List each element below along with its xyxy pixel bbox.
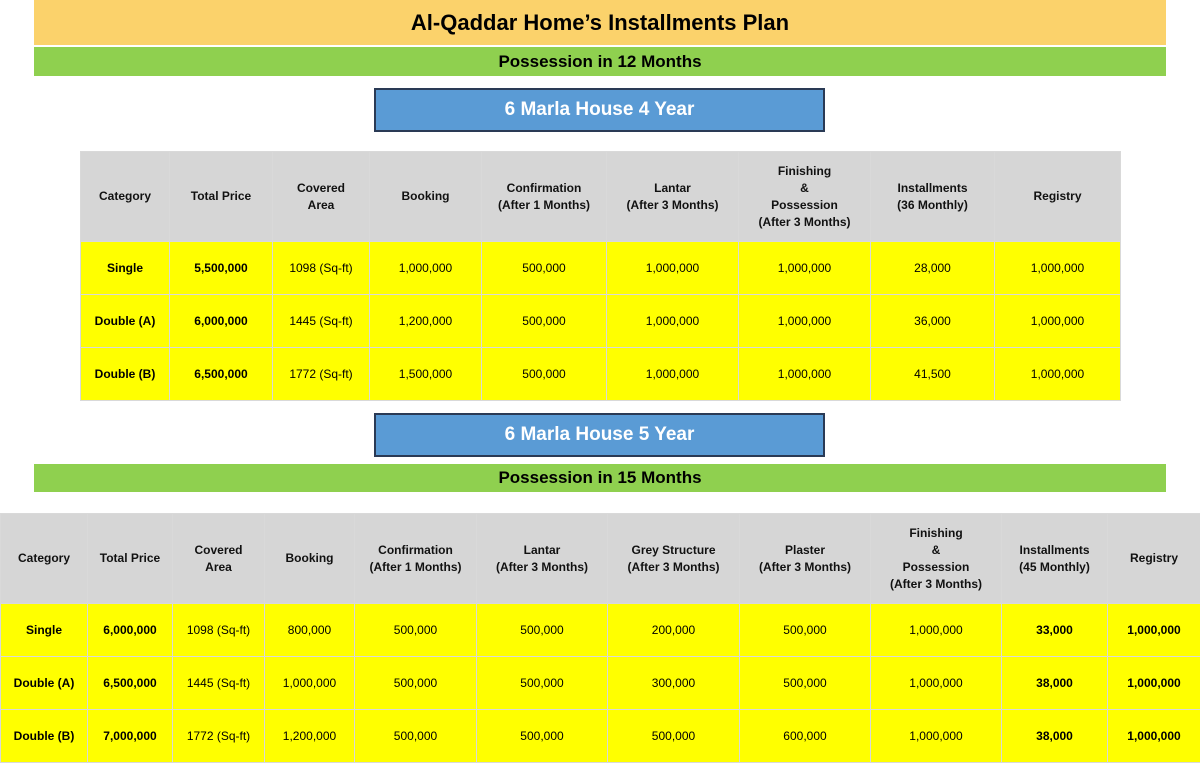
column-header-line: Lantar xyxy=(654,180,691,195)
column-header xyxy=(355,514,477,604)
column-header-line: & xyxy=(800,180,809,195)
table-cell: 6,000,000 xyxy=(88,604,173,657)
table-cell: 1,000,000 xyxy=(1108,710,1200,763)
column-header-line: Registry xyxy=(1033,189,1082,203)
column-header xyxy=(739,152,871,242)
table-cell: 1,000,000 xyxy=(607,348,739,401)
column-header-line: Covered xyxy=(194,542,243,557)
table-cell: 1,000,000 xyxy=(607,295,739,348)
table-cell: Single xyxy=(81,242,170,295)
table-cell: 1,000,000 xyxy=(265,657,355,710)
table-cell: 33,000 xyxy=(1002,604,1108,657)
table-cell: 500,000 xyxy=(608,710,740,763)
column-header xyxy=(871,152,995,242)
column-header xyxy=(173,514,265,604)
column-header-line: (After 3 Months) xyxy=(890,576,982,591)
table-cell: Single xyxy=(1,604,88,657)
column-header xyxy=(995,152,1121,242)
column-header-line: Possession xyxy=(771,197,838,212)
table-cell: 1,000,000 xyxy=(739,348,871,401)
table-cell: 500,000 xyxy=(355,710,477,763)
column-header-line: Registry xyxy=(1129,551,1179,565)
column-header-line: Possession xyxy=(902,559,970,574)
table-cell: Double (B) xyxy=(1,710,88,763)
table-cell: 500,000 xyxy=(482,295,607,348)
column-header-line: (45 Monthly) xyxy=(1019,559,1090,574)
column-header-line: Finishing xyxy=(909,525,963,540)
table-cell: 1,000,000 xyxy=(995,242,1121,295)
table-cell: 1,000,000 xyxy=(607,242,739,295)
column-header xyxy=(482,152,607,242)
table-header-row xyxy=(81,152,1121,242)
table-cell: 1,000,000 xyxy=(995,295,1121,348)
table-cell: 1,000,000 xyxy=(995,348,1121,401)
column-header-line: (36 Monthly) xyxy=(897,197,968,212)
column-header-line: (After 3 Months) xyxy=(758,214,851,229)
table-cell: 1445 (Sq-ft) xyxy=(273,295,370,348)
table-cell: 1098 (Sq-ft) xyxy=(173,604,265,657)
column-header-line: Plaster xyxy=(784,542,826,557)
table-cell: 1772 (Sq-ft) xyxy=(173,710,265,763)
table-cell: 1,000,000 xyxy=(1108,604,1200,657)
column-header-line: Category xyxy=(17,551,70,565)
table-row xyxy=(1,710,1200,763)
column-header xyxy=(477,514,608,604)
table-cell: 38,000 xyxy=(1002,657,1108,710)
table-cell: 1,000,000 xyxy=(871,657,1002,710)
table-cell: 1098 (Sq-ft) xyxy=(273,242,370,295)
column-header-line: & xyxy=(931,542,941,557)
table-cell: 500,000 xyxy=(740,657,871,710)
table-cell: 28,000 xyxy=(871,242,995,295)
column-header-line: Booking xyxy=(285,551,334,565)
plan-4-year-table xyxy=(80,151,1121,401)
column-header-line: (After 3 Months) xyxy=(496,559,588,574)
table-cell: Double (A) xyxy=(1,657,88,710)
column-header xyxy=(88,514,173,604)
table-cell: Double (B) xyxy=(81,348,170,401)
column-header-line: (After 1 Months) xyxy=(369,559,462,574)
table-cell: 6,500,000 xyxy=(88,657,173,710)
table-cell: 6,000,000 xyxy=(170,295,273,348)
table-cell: 300,000 xyxy=(608,657,740,710)
table-cell: 200,000 xyxy=(608,604,740,657)
column-header xyxy=(1,514,88,604)
column-header xyxy=(607,152,739,242)
column-header-line: (After 3 Months) xyxy=(626,197,719,212)
table-cell: 800,000 xyxy=(265,604,355,657)
table-row xyxy=(1,604,1200,657)
table-cell: 500,000 xyxy=(482,242,607,295)
table-row xyxy=(81,348,1121,401)
table-cell: 5,500,000 xyxy=(170,242,273,295)
column-header-line: (After 3 Months) xyxy=(759,559,851,574)
possession-15-months-banner: Possession in 15 Months xyxy=(34,464,1166,492)
table-cell: 500,000 xyxy=(477,604,608,657)
table-cell: 500,000 xyxy=(477,710,608,763)
table-cell: 1,200,000 xyxy=(265,710,355,763)
table-cell: 500,000 xyxy=(355,657,477,710)
column-header-line: Installments xyxy=(897,180,968,195)
column-header xyxy=(1002,514,1108,604)
table-cell: 6,500,000 xyxy=(170,348,273,401)
column-header xyxy=(608,514,740,604)
table-cell: 1,000,000 xyxy=(370,242,482,295)
table-cell: 1,200,000 xyxy=(370,295,482,348)
column-header-line: (After 3 Months) xyxy=(627,559,720,574)
table-cell: 500,000 xyxy=(740,604,871,657)
table-cell: 1445 (Sq-ft) xyxy=(173,657,265,710)
table-row xyxy=(81,242,1121,295)
possession-12-months-banner: Possession in 12 Months xyxy=(34,47,1166,76)
column-header-line: Finishing xyxy=(777,163,832,178)
table-cell: Double (A) xyxy=(81,295,170,348)
column-header xyxy=(265,514,355,604)
column-header xyxy=(740,514,871,604)
column-header xyxy=(370,152,482,242)
column-header-line: Lantar xyxy=(523,542,561,557)
column-header-line: Booking xyxy=(401,189,450,203)
column-header xyxy=(273,152,370,242)
table-cell: 1,000,000 xyxy=(871,604,1002,657)
column-header-line: Confirmation xyxy=(506,180,582,195)
column-header xyxy=(1108,514,1200,604)
table-cell: 38,000 xyxy=(1002,710,1108,763)
column-header-line: Category xyxy=(98,189,151,203)
table-cell: 36,000 xyxy=(871,295,995,348)
column-header-line: Confirmation xyxy=(378,542,453,557)
page-title: Al-Qaddar Home’s Installments Plan xyxy=(34,0,1166,45)
column-header-line: Total Price xyxy=(190,189,252,203)
table-cell: 500,000 xyxy=(355,604,477,657)
plan-5-year-heading: 6 Marla House 5 Year xyxy=(374,413,825,457)
table-cell: 500,000 xyxy=(477,657,608,710)
table-cell: 41,500 xyxy=(871,348,995,401)
table-cell: 7,000,000 xyxy=(88,710,173,763)
column-header-line: (After 1 Months) xyxy=(498,197,590,212)
table-cell: 600,000 xyxy=(740,710,871,763)
table-cell: 1,000,000 xyxy=(739,295,871,348)
table-cell: 1,000,000 xyxy=(739,242,871,295)
column-header-line: Area xyxy=(307,197,335,212)
plan-5-year-table xyxy=(0,513,1200,763)
table-cell: 1,000,000 xyxy=(1108,657,1200,710)
table-row xyxy=(81,295,1121,348)
column-header-line: Total Price xyxy=(99,551,161,565)
plan-4-year-heading: 6 Marla House 4 Year xyxy=(374,88,825,132)
column-header-line: Area xyxy=(205,559,232,574)
column-header-line: Covered xyxy=(296,180,346,195)
table-row xyxy=(1,657,1200,710)
table-header-row xyxy=(1,514,1200,604)
column-header xyxy=(871,514,1002,604)
column-header-line: Installments xyxy=(1019,542,1090,557)
column-header-line: Grey Structure xyxy=(631,542,716,557)
column-header xyxy=(81,152,170,242)
table-cell: 1,000,000 xyxy=(871,710,1002,763)
table-cell: 500,000 xyxy=(482,348,607,401)
table-cell: 1,500,000 xyxy=(370,348,482,401)
column-header xyxy=(170,152,273,242)
table-cell: 1772 (Sq-ft) xyxy=(273,348,370,401)
